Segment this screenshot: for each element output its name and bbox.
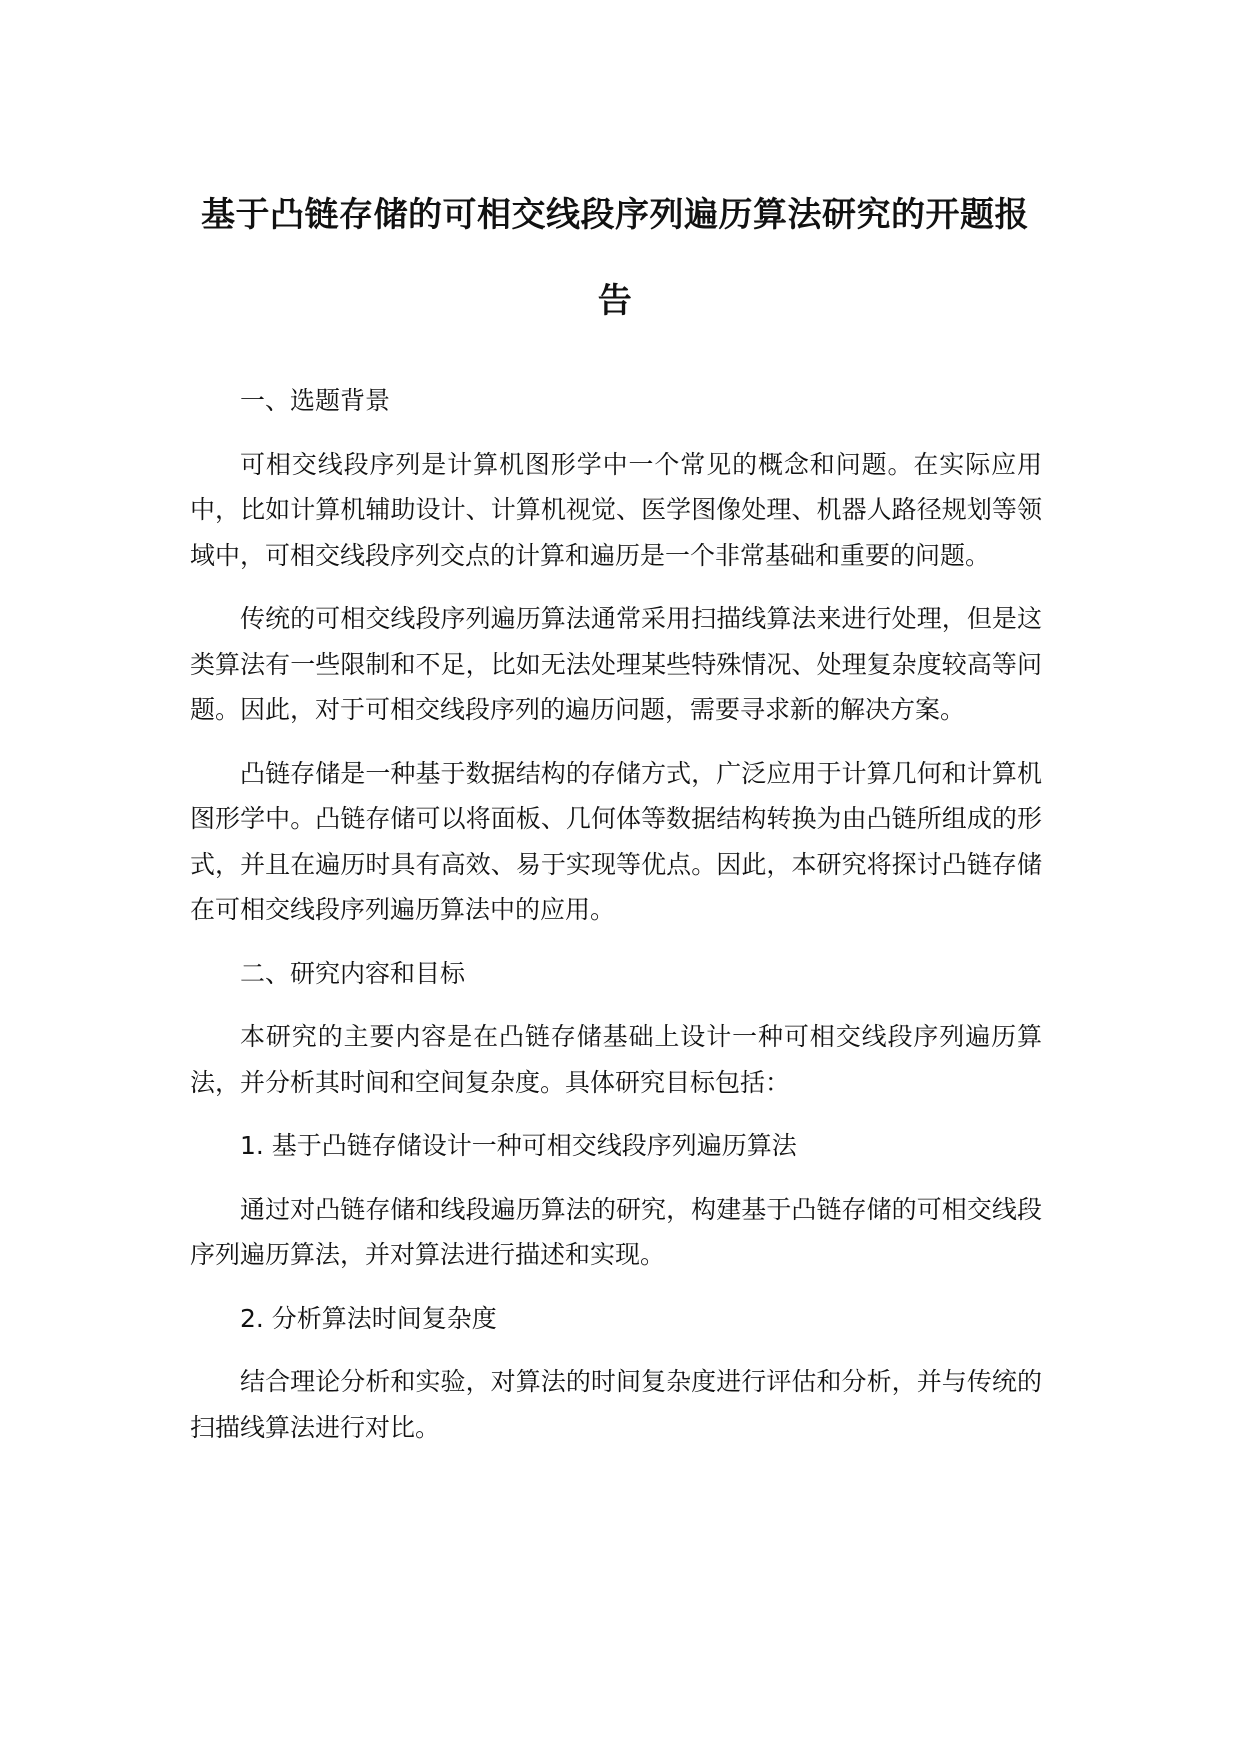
- body-paragraph: 凸链存储是一种基于数据结构的存储方式，广泛应用于计算几何和计算机图形学中。凸链存储可以将面板、几何体等数据结构转换为由凸链所组成的形式，并且在遍历时具有高效、易于实现等优点。因此，本研究将探讨凸链存储在可相交线段序列遍历算法中的应用。: [190, 758, 1042, 924]
- body-paragraph: 传统的可相交线段序列遍历算法通常采用扫描线算法来进行处理，但是这类算法有一些限制和不足，比如无法处理某些特殊情况、处理复杂度较高等问题。因此，对于可相交线段序列的遍历问题，需要寻求新的解决方案。: [190, 604, 1042, 724]
- section-heading-content-goals: 二、研究内容和目标: [240, 958, 466, 988]
- body-paragraph: 通过对凸链存储和线段遍历算法的研究，构建基于凸链存储的可相交线段序列遍历算法，并对算法进行描述和实现。: [190, 1194, 1042, 1269]
- goal-item-1: 1. 基于凸链存储设计一种可相交线段序列遍历算法: [240, 1131, 797, 1160]
- document-title: 基于凸链存储的可相交线段序列遍历算法研究的开题报告: [201, 195, 1029, 321]
- body-paragraph: 本研究的主要内容是在凸链存储基础上设计一种可相交线段序列遍历算法，并分析其时间和空间复杂度。具体研究目标包括：: [190, 1022, 1042, 1097]
- document-body: [190, 378, 1042, 1468]
- body-paragraph: 结合理论分析和实验，对算法的时间复杂度进行评估和分析，并与传统的扫描线算法进行对比。: [190, 1367, 1042, 1442]
- body-paragraph: 可相交线段序列是计算机图形学中一个常见的概念和问题。在实际应用中，比如计算机辅助设计、计算机视觉、医学图像处理、机器人路径规划等领域中，可相交线段序列交点的计算和遍历是一个非常基础和重要的问题。: [190, 449, 1042, 570]
- goal-item-2: 2. 分析算法时间复杂度: [240, 1303, 497, 1333]
- section-heading-background: 一、选题背景: [240, 386, 391, 415]
